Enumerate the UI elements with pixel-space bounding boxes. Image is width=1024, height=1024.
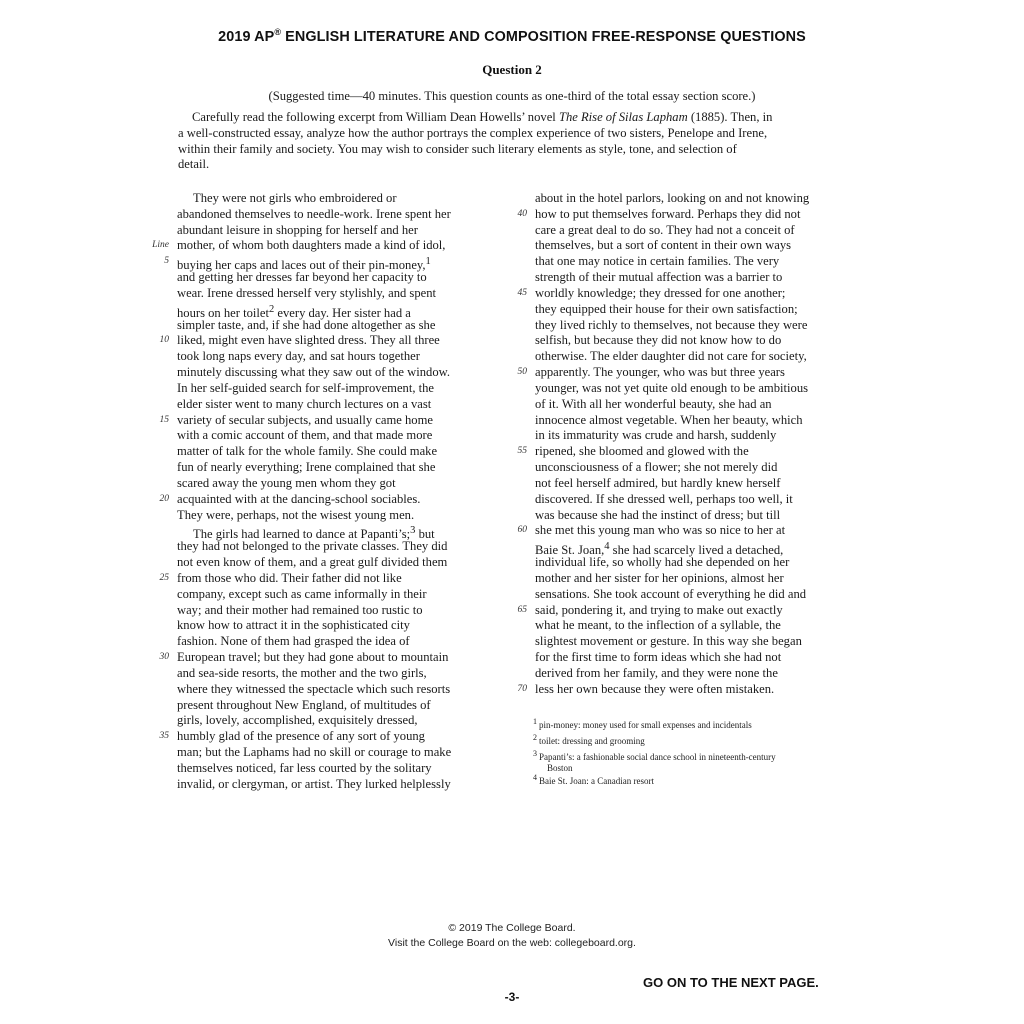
passage-line	[159, 333, 492, 349]
passage-line	[517, 365, 850, 381]
novel-title: The Rise of Silas Lapham	[558, 110, 688, 124]
passage-text: less her own because they were often mistaken.	[535, 681, 775, 696]
passage-line	[535, 492, 850, 508]
passage-line	[177, 476, 492, 492]
passage-text: she met this young man who was so nice to her at	[535, 523, 786, 538]
page-header-title	[0, 29, 1024, 45]
footnote	[533, 748, 873, 772]
prompt-line: a well-constructed essay, analyze how the author portrays the complex experience of two sisters, Penelope and Irene,	[178, 125, 768, 140]
passage-line	[517, 206, 850, 223]
footnote-number: 2	[533, 733, 537, 742]
prompt-instructions	[178, 110, 858, 173]
go-on-next-page: GO ON TO THE NEXT PAGE.	[643, 975, 819, 990]
passage-line	[535, 460, 850, 476]
line-number: 40	[517, 208, 527, 219]
registered-mark: ®	[274, 27, 282, 37]
passage-line	[177, 761, 492, 777]
passage-text: what he meant, to the inflection of a syllable, the	[535, 618, 781, 633]
passage-line	[535, 413, 850, 429]
passage-line	[177, 460, 492, 476]
passage-text: discovered. If she dressed well, perhaps too well, it	[535, 491, 793, 506]
passage-text: individual life, so wholly had she depended on her	[535, 555, 790, 570]
passage-text: abandoned themselves to needle-work. Irene spent her	[177, 206, 451, 221]
passage-text: how to put themselves forward. Perhaps they did not	[535, 206, 801, 221]
footnote-number: 3	[533, 749, 537, 758]
passage-text: company, except such as came informally in their	[177, 586, 427, 601]
passage-line	[517, 602, 850, 619]
passage-text: every day. Her sister had a	[274, 305, 411, 320]
passage-line	[535, 571, 850, 587]
passage-line	[177, 555, 492, 571]
prompt-line: detail.	[178, 157, 210, 172]
passage-text: care a great deal to do so. They had not a conceit of	[535, 222, 795, 237]
prompt-text: Carefully read the following excerpt from William Dean Howells’ novel	[192, 110, 559, 124]
line-number: 55	[517, 446, 527, 457]
passage-text: elder sister went to many church lectures on a vast	[177, 396, 432, 411]
passage-text: mother and her sister for her opinions, almost her	[535, 570, 784, 585]
passage-line	[152, 238, 492, 254]
passage-text: not even know of them, and a great gulf divided them	[177, 555, 448, 570]
footnote-marker: 2	[269, 303, 275, 315]
suggested-time-note: (Suggested time—40 minutes. This question counts as one-third of the total essay section score.)	[268, 89, 756, 103]
page-number: -3-	[504, 990, 520, 1004]
passage-line	[177, 270, 492, 286]
passage-text: was because she had the instinct of dress; but till	[535, 507, 781, 522]
passage-text: girls, lovely, accomplished, exquisitely dressed,	[177, 713, 418, 728]
passage-line	[177, 397, 492, 413]
passage-text: took long naps every day, and sat hours together	[177, 349, 420, 364]
passage-text: variety of secular subjects, and usually came home	[177, 412, 433, 427]
question-number: Question 2	[482, 62, 542, 77]
footnote	[533, 716, 873, 732]
website-notice: Visit the College Board on the web: collegeboard.org.	[388, 937, 636, 949]
passage-line	[535, 666, 850, 682]
passage-line	[177, 365, 492, 381]
passage-line	[177, 603, 492, 619]
passage-text: selfish, but because they did not know how to do	[535, 333, 782, 348]
passage-text: for the first time to form ideas which she had not	[535, 650, 782, 665]
passage-text: European travel; but they had gone about to mountain	[177, 650, 449, 665]
passage-line	[159, 570, 492, 587]
passage-text: hours on her toilet	[177, 305, 269, 320]
line-number: 70	[517, 683, 527, 694]
passage-text: from those who did. Their father did not like	[177, 570, 402, 585]
passage-line	[177, 191, 492, 207]
passage-line	[177, 539, 492, 555]
passage-text: way; and their mother had remained too rustic to	[177, 602, 423, 617]
passage-text: mother, of whom both daughters made a kind of idol,	[177, 238, 446, 253]
passage-line	[535, 587, 850, 603]
passage-left-column	[152, 191, 492, 792]
footnote-text: toilet: dressing and grooming	[539, 736, 645, 746]
footnote	[533, 772, 873, 788]
footnote-number: 4	[533, 773, 537, 782]
line-number: 10	[159, 335, 169, 346]
passage-text: scared away the young men whom they got	[177, 475, 396, 490]
passage-text: Baie St. Joan,	[535, 543, 605, 558]
passage-text: in its immaturity was crude and harsh, suddenly	[535, 428, 777, 443]
passage-text: that one may notice in certain families. The very	[535, 254, 780, 269]
copyright-notice: © 2019 The College Board.	[448, 922, 576, 934]
passage-line	[535, 223, 850, 239]
footnote-text: Baie St. Joan: a Canadian resort	[539, 776, 654, 786]
passage-text: with a comic account of them, and that made more	[177, 428, 433, 443]
passage-line	[177, 223, 492, 239]
passage-line	[535, 333, 850, 349]
passage-line	[535, 381, 850, 397]
passage-text: innocence almost vegetable. When her beauty, which	[535, 412, 803, 427]
passage-text: buying her caps and laces out of their pin-money,	[177, 258, 426, 273]
passage-text: not feel herself admired, but hardly knew herself	[535, 475, 781, 490]
passage-text: fashion. None of them had grasped the idea of	[177, 634, 410, 649]
passage-line	[177, 302, 492, 318]
passage-line	[177, 286, 492, 302]
passage-right-column	[517, 191, 850, 698]
passage-text: about in the hotel parlors, looking on and not knowing	[535, 191, 810, 205]
footnote-marker: 4	[604, 541, 610, 553]
passage-line	[535, 302, 850, 318]
passage-text: unconsciousness of a flower; she not merely did	[535, 460, 778, 475]
passage-text: They were not girls who embroidered or	[193, 191, 397, 205]
passage-line	[177, 698, 492, 714]
passage-text: invalid, or clergyman, or artist. They lurked helplessly	[177, 776, 451, 791]
prompt-text: (1885). Then, in	[687, 110, 773, 124]
passage-line	[535, 318, 850, 334]
passage-line	[159, 729, 492, 745]
passage-text: abundant leisure in shopping for herself and her	[177, 222, 418, 237]
passage-text: ripened, she bloomed and glowed with the	[535, 444, 749, 459]
passage-text: They were, perhaps, not the wisest young men.	[177, 507, 415, 522]
header-title-text-rest: ENGLISH LITERATURE AND COMPOSITION FREE-RESPONSE QUESTIONS	[281, 29, 806, 45]
passage-text: sensations. She took account of everything he did and	[535, 586, 807, 601]
line-number: 45	[517, 287, 527, 298]
passage-line	[177, 618, 492, 634]
passage-text: acquainted with at the dancing-school sociables.	[177, 491, 421, 506]
passage-text: and getting her dresses far beyond her capacity to	[177, 270, 427, 285]
passage-text: simpler taste, and, if she had done altogether as she	[177, 317, 436, 332]
passage-line	[535, 476, 850, 492]
passage-line	[535, 428, 850, 444]
footnote-marker: 3	[410, 525, 416, 537]
passage-text: and sea-side resorts, the mother and the two girls,	[177, 665, 427, 680]
passage-text: of it. With all her wonderful beauty, she had an	[535, 396, 772, 411]
line-number: 20	[159, 493, 169, 504]
passage-text: know how to attract it in the sophisticated city	[177, 618, 410, 633]
line-number: 25	[159, 572, 169, 583]
footnotes	[533, 716, 873, 788]
passage-line	[535, 634, 850, 650]
passage-line	[177, 444, 492, 460]
passage-text: man; but the Laphams had no skill or courage to make	[177, 744, 452, 759]
passage-line	[535, 397, 850, 413]
passage-text: themselves noticed, far less courted by the solitary	[177, 760, 432, 775]
passage-line	[159, 412, 492, 429]
passage-line	[177, 713, 492, 729]
passage-line	[535, 508, 850, 524]
passage-line	[159, 650, 492, 666]
passage-line	[177, 634, 492, 650]
passage-line	[177, 523, 492, 542]
passage-text: strength of their mutual affection was a barrier to	[535, 270, 783, 285]
line-number: 50	[517, 367, 527, 378]
passage-text: In her self-guided search for self-improvement, the	[177, 380, 435, 395]
footnote-text: Boston	[547, 763, 573, 773]
passage-line	[177, 349, 492, 365]
passage-text: themselves, but a sort of content in their own ways	[535, 238, 792, 253]
line-number: 5	[164, 256, 169, 267]
passage-line	[535, 539, 850, 558]
passage-text: humbly glad of the presence of any sort of young	[177, 729, 425, 744]
passage-text: she had scarcely lived a detached,	[609, 543, 784, 558]
passage-line	[517, 523, 850, 539]
passage-line	[177, 508, 492, 524]
passage-text: The girls had learned to dance at Papanti’s;	[193, 527, 411, 542]
footnote	[533, 732, 873, 748]
passage-line	[535, 650, 850, 666]
passage-text: otherwise. The elder daughter did not care for society,	[535, 349, 807, 364]
page-footer	[0, 921, 1024, 951]
passage-text: worldly knowledge; they dressed for one another;	[535, 285, 786, 300]
passage-text: slightest movement or gesture. In this way she began	[535, 634, 802, 649]
passage-text: liked, might even have slighted dress. They all three	[177, 333, 440, 348]
passage-line	[177, 381, 492, 397]
passage-line	[535, 254, 850, 270]
passage-line	[177, 318, 492, 334]
passage-line	[177, 666, 492, 682]
passage-line	[517, 681, 850, 698]
passage-line	[177, 777, 492, 793]
passage-line	[177, 745, 492, 761]
passage-line	[164, 254, 492, 273]
passage-text: but	[415, 527, 435, 542]
passage-line	[517, 285, 850, 302]
line-number: 15	[159, 414, 169, 425]
header-title-text: 2019 AP	[218, 29, 275, 45]
line-number: 60	[517, 525, 527, 536]
footnote-text: Papanti’s: a fashionable social dance school in nineteenth-century	[539, 752, 776, 762]
passage-line	[535, 191, 850, 207]
passage-text: younger, was not yet quite old enough to be ambitious	[535, 380, 809, 395]
passage-line	[517, 444, 850, 460]
passage-line	[177, 207, 492, 223]
passage-text: they had not belonged to the private classes. They did	[177, 539, 448, 554]
passage-line	[535, 555, 850, 571]
passage-text: present throughout New England, of multitudes of	[177, 697, 431, 712]
footnote-number: 1	[533, 717, 537, 726]
passage-text: said, pondering it, and trying to make out exactly	[535, 602, 783, 617]
line-number: 35	[159, 731, 169, 742]
prompt-line	[178, 110, 858, 126]
line-number: 30	[159, 652, 169, 663]
passage-line	[177, 587, 492, 603]
passage-text: they lived richly to themselves, not because they were	[535, 317, 808, 332]
footnote-text: pin-money: money used for small expenses and incidentals	[539, 720, 752, 730]
passage-line	[177, 428, 492, 444]
line-number: 65	[517, 604, 527, 615]
passage-line	[177, 682, 492, 698]
passage-text: where they witnessed the spectacle which such resorts	[177, 681, 451, 696]
passage-text: apparently. The younger, who was but three years	[535, 365, 785, 380]
passage-text: wear. Irene dressed herself very stylishly, and spent	[177, 285, 437, 300]
passage-line	[535, 618, 850, 634]
passage-text: matter of talk for the whole family. She could make	[177, 444, 438, 459]
passage-text: fun of nearly everything; Irene complained that she	[177, 460, 436, 475]
line-label: Line	[152, 240, 169, 251]
passage-text: minutely discussing what they saw out of the window.	[177, 365, 451, 380]
passage-text: derived from her family, and they were none the	[535, 665, 778, 680]
passage-text: they equipped their house for their own satisfaction;	[535, 301, 798, 316]
passage-line	[535, 238, 850, 254]
footnote-marker: 1	[425, 256, 431, 268]
passage-line	[535, 349, 850, 365]
prompt-line: within their family and society. You may wish to consider such literary elements as style, tone, and selection of	[178, 141, 737, 156]
passage-line	[535, 270, 850, 286]
passage-line	[159, 491, 492, 508]
